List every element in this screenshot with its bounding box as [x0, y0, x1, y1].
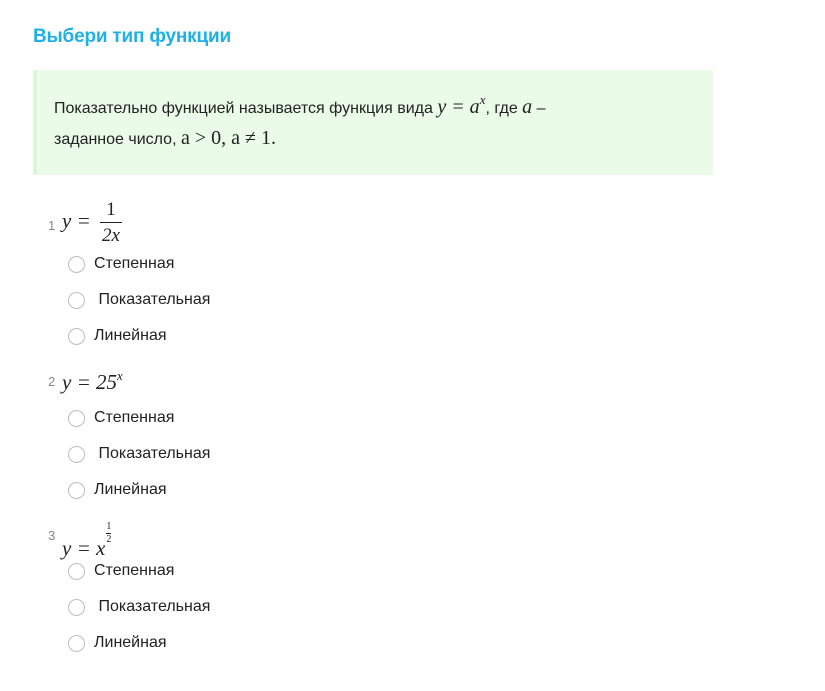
question-number: 2 — [48, 374, 56, 389]
option-linear[interactable] — [68, 478, 167, 502]
option-label: Линейная — [94, 327, 167, 344]
definition-text-mid: , где — [485, 100, 523, 117]
radio-unselected-icon[interactable] — [68, 328, 85, 345]
question-formula: $y = 25^x$ — [62, 368, 123, 394]
option-label: Показательная — [94, 291, 211, 308]
definition-box — [33, 70, 713, 175]
question-number: 3 — [48, 528, 56, 543]
definition-line-1 — [54, 92, 546, 119]
option-exponential[interactable] — [68, 595, 210, 619]
radio-unselected-icon[interactable] — [68, 292, 85, 309]
definition-text-2: заданное число, — [54, 131, 181, 148]
option-label: Линейная — [94, 481, 167, 498]
question-formula: y = x $\frac{1}{2}$ — [62, 521, 112, 560]
option-label: Показательная — [94, 445, 211, 462]
radio-unselected-icon[interactable] — [68, 635, 85, 652]
radio-unselected-icon[interactable] — [68, 599, 85, 616]
radio-unselected-icon[interactable] — [68, 446, 85, 463]
option-power[interactable] — [68, 559, 174, 583]
option-linear[interactable] — [68, 324, 167, 348]
definition-text: Показательно функцией называется функция вида — [54, 100, 438, 117]
question-formula: y = $\frac{1}{2x}$ — [62, 199, 120, 246]
definition-formula: $y = a^x$ — [437, 92, 486, 118]
radio-unselected-icon[interactable] — [68, 563, 85, 580]
option-power[interactable] — [68, 252, 174, 276]
radio-unselected-icon[interactable] — [68, 410, 85, 427]
option-label: Линейная — [94, 634, 167, 651]
option-label: Показательная — [94, 598, 211, 615]
radio-unselected-icon[interactable] — [68, 482, 85, 499]
option-exponential[interactable] — [68, 288, 210, 312]
page-title: Выбери тип функции — [33, 26, 231, 47]
definition-line-2 — [54, 127, 276, 150]
option-linear[interactable] — [68, 631, 167, 655]
option-exponential[interactable] — [68, 442, 210, 466]
definition-condition: a > 0, a ≠ 1. — [180, 127, 276, 149]
radio-unselected-icon[interactable] — [68, 256, 85, 273]
question-number: 1 — [48, 218, 56, 233]
option-label: Степенная — [94, 562, 175, 579]
option-label: Степенная — [94, 255, 175, 272]
definition-variable: a — [522, 96, 533, 118]
option-label: Степенная — [94, 409, 175, 426]
option-power[interactable] — [68, 406, 174, 430]
definition-dash: – — [532, 100, 546, 117]
